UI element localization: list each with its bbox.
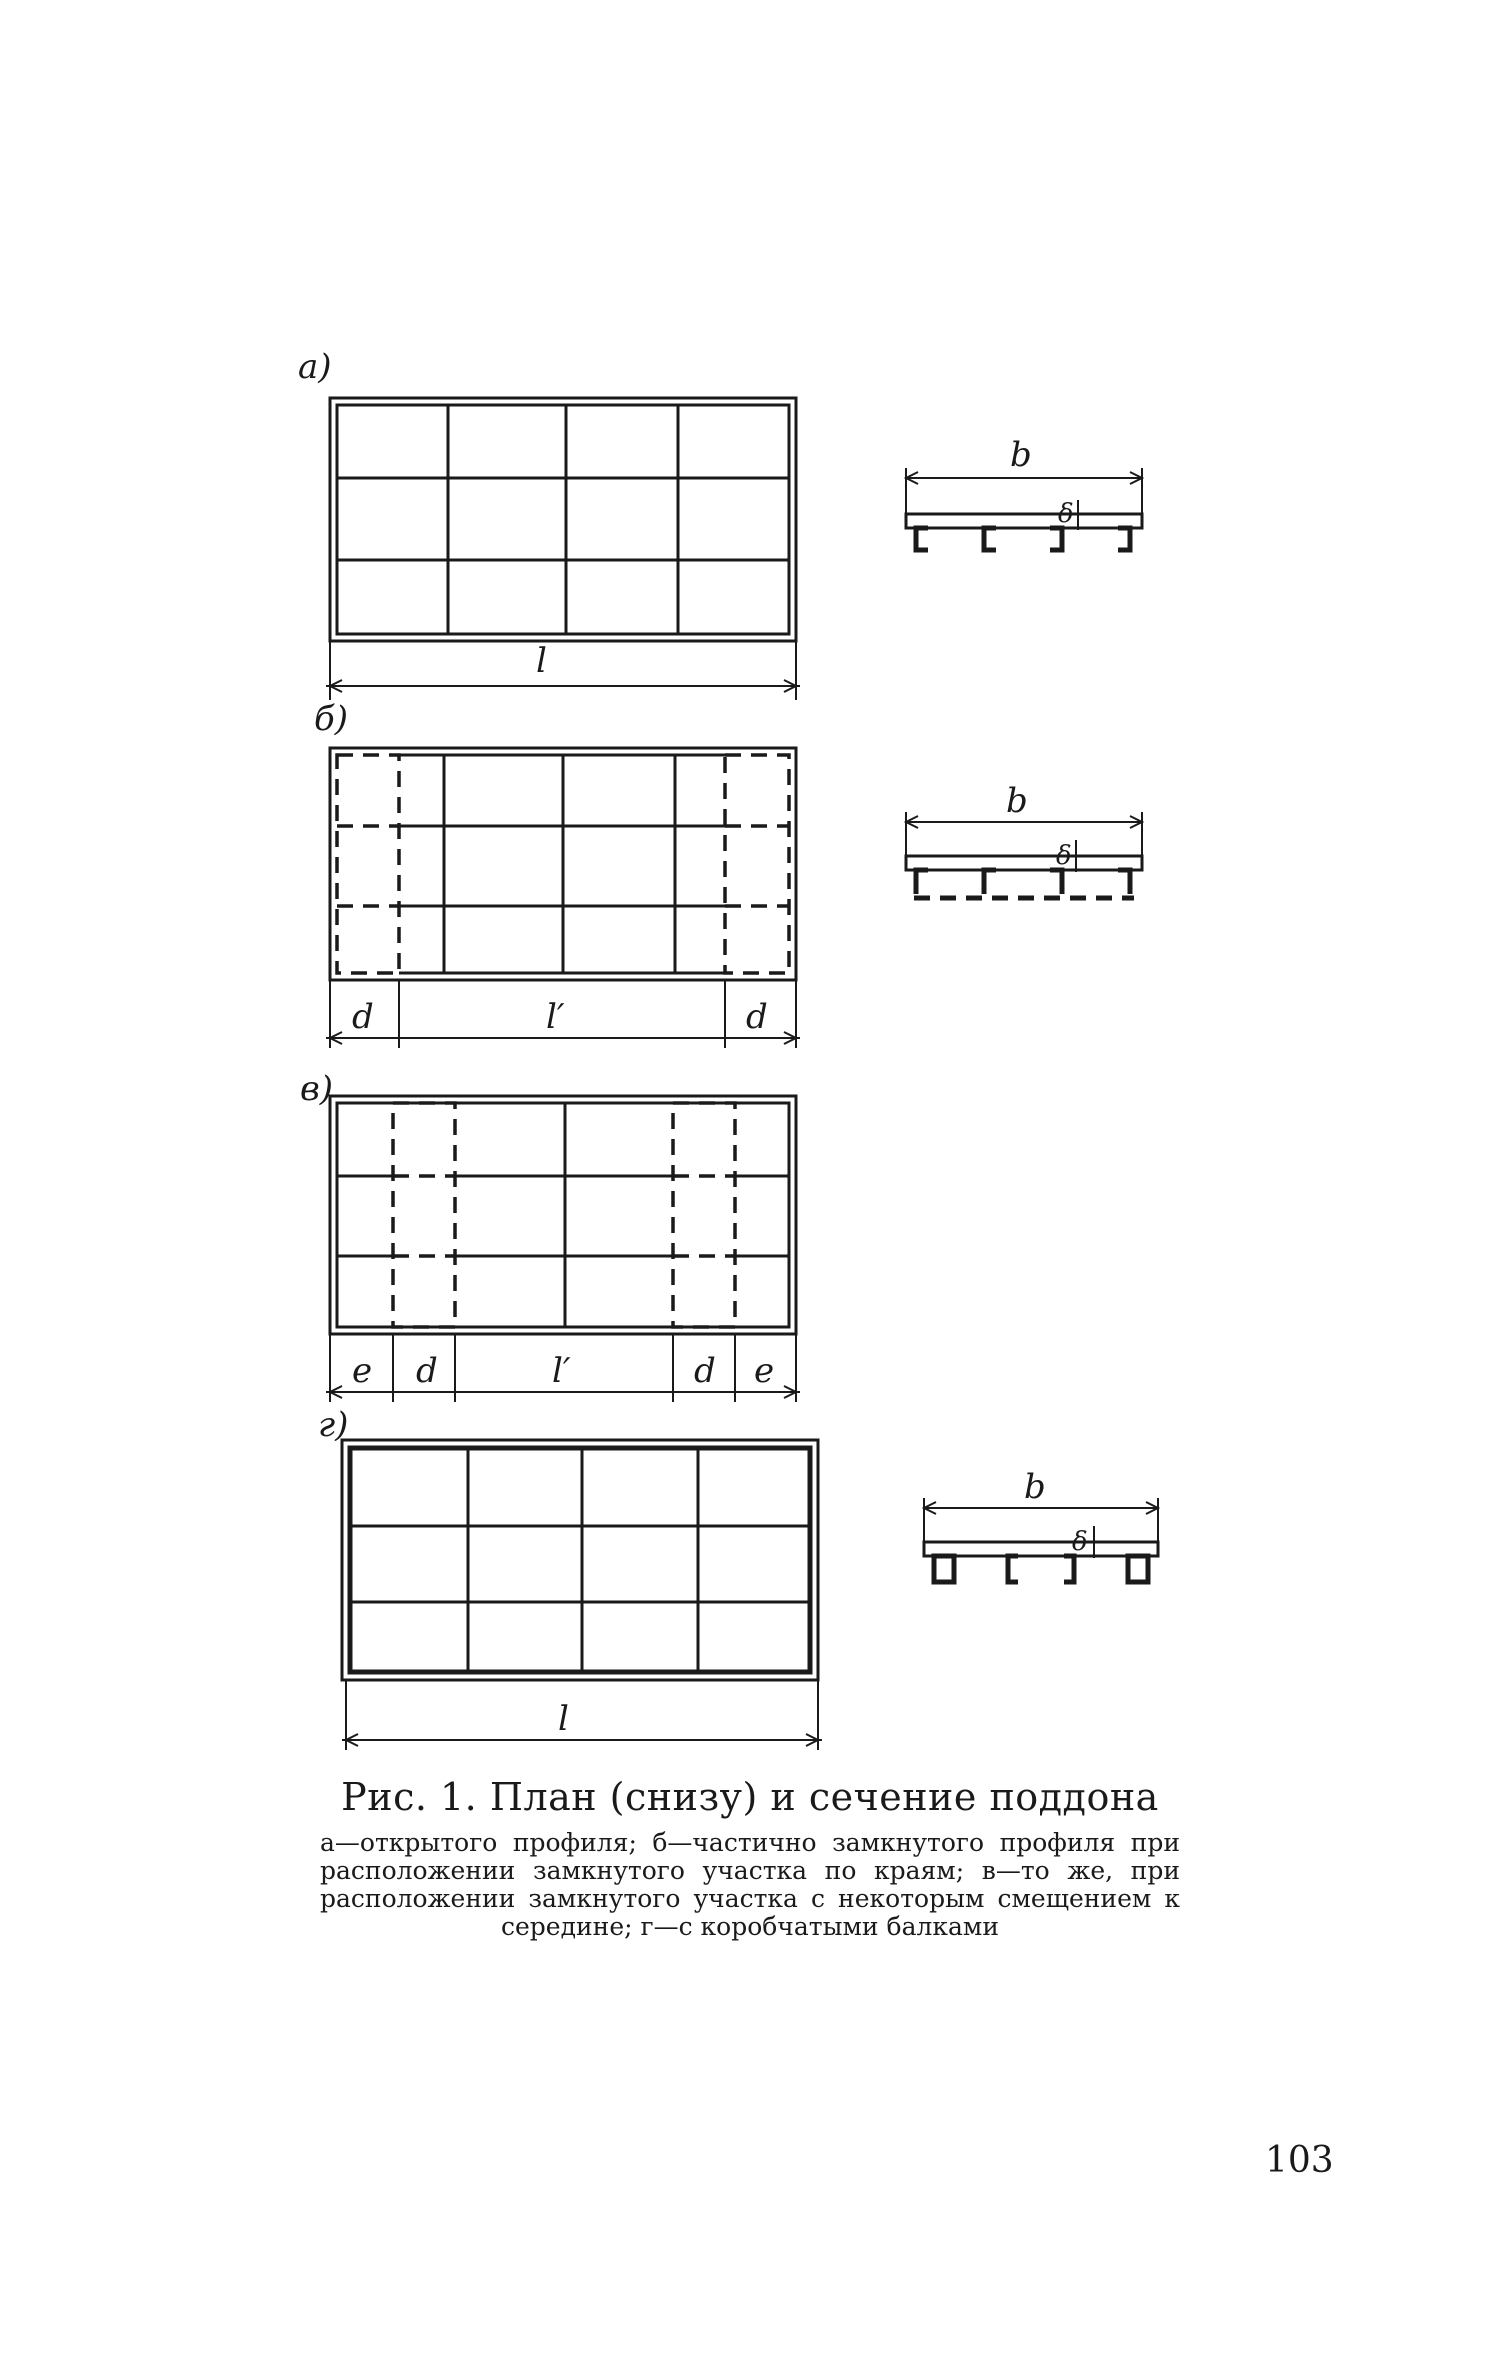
page-number: 103 — [1265, 2140, 1334, 2181]
panel-a-section-height-label: δ — [1058, 499, 1074, 529]
panel-g-letter: г) — [318, 1405, 349, 1445]
panel-a-section-width-label: b — [1010, 435, 1032, 475]
panel-a-length-label: l — [536, 641, 547, 681]
panel-b-section — [906, 812, 1142, 898]
panel-v-label-d-right: d — [694, 1351, 716, 1391]
panel-b-section-height-label: δ — [1056, 841, 1072, 871]
panel-v-label-e-right: e — [754, 1351, 775, 1391]
panel-b-edge-label-left: d — [352, 997, 374, 1037]
panel-b-section-width-label: b — [1006, 781, 1028, 821]
panel-v-plan — [330, 1096, 796, 1334]
panel-b-edge-label-right: d — [746, 997, 768, 1037]
caption-title: Рис. 1. План (снизу) и сечение поддона — [341, 1775, 1159, 1819]
figure-caption — [320, 1775, 1180, 1941]
panel-g-section-width-label: b — [1024, 1467, 1046, 1507]
panel-v-label-d-left: d — [416, 1351, 438, 1391]
panel-g-plan — [342, 1440, 818, 1680]
panel-b-middle-label: l′ — [546, 997, 565, 1037]
panel-v-label-l-prime: l′ — [552, 1351, 571, 1391]
panel-b-plan — [330, 748, 796, 980]
panel-g-dimension — [342, 1680, 822, 1750]
panel-g-length-label: l — [558, 1699, 569, 1739]
panel-a-dimension — [326, 641, 800, 700]
caption-text: а—открытого профиля; б—частично замкнутого профиля при расположении замкнутого участка по краям; в—то же, при расположении замкнутого участка с некоторым смещением к середине; г—с коробчатыми балками — [320, 1828, 1180, 1941]
panel-a-letter: а) — [298, 347, 332, 387]
panel-a-section — [906, 468, 1142, 550]
panel-a-plan — [330, 398, 796, 641]
panel-v-letter: в) — [300, 1069, 334, 1109]
panel-b-letter: б) — [314, 699, 349, 739]
panel-g-section-height-label: δ — [1072, 1527, 1088, 1557]
panel-g-section — [924, 1498, 1158, 1582]
panel-v-label-e-left: e — [352, 1351, 373, 1391]
